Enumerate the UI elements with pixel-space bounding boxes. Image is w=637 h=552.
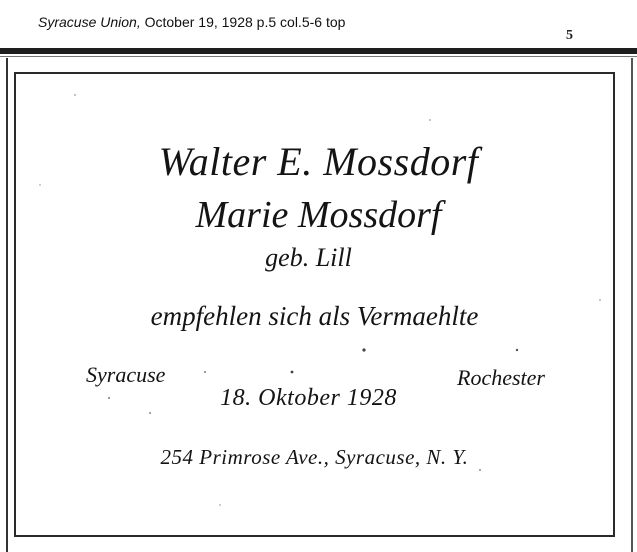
maiden-name: geb. Lill [265, 243, 352, 272]
page-mark: 5 [566, 28, 573, 43]
announcement-line: empfehlen sich als Vermaehlte [150, 301, 479, 331]
publication-name: Syracuse Union, [38, 14, 141, 30]
publication-details: October 19, 1928 p.5 col.5-6 top [140, 14, 346, 30]
city-left: Syracuse [86, 362, 166, 387]
wedding-date: 18. Oktober 1928 [220, 385, 397, 411]
bride-name: Marie Mossdorf [195, 194, 442, 236]
city-right: Rochester [457, 365, 545, 390]
home-address: 254 Primrose Ave., Syracuse, N. Y. [160, 445, 469, 469]
groom-name: Walter E. Mossdorf [158, 139, 479, 184]
